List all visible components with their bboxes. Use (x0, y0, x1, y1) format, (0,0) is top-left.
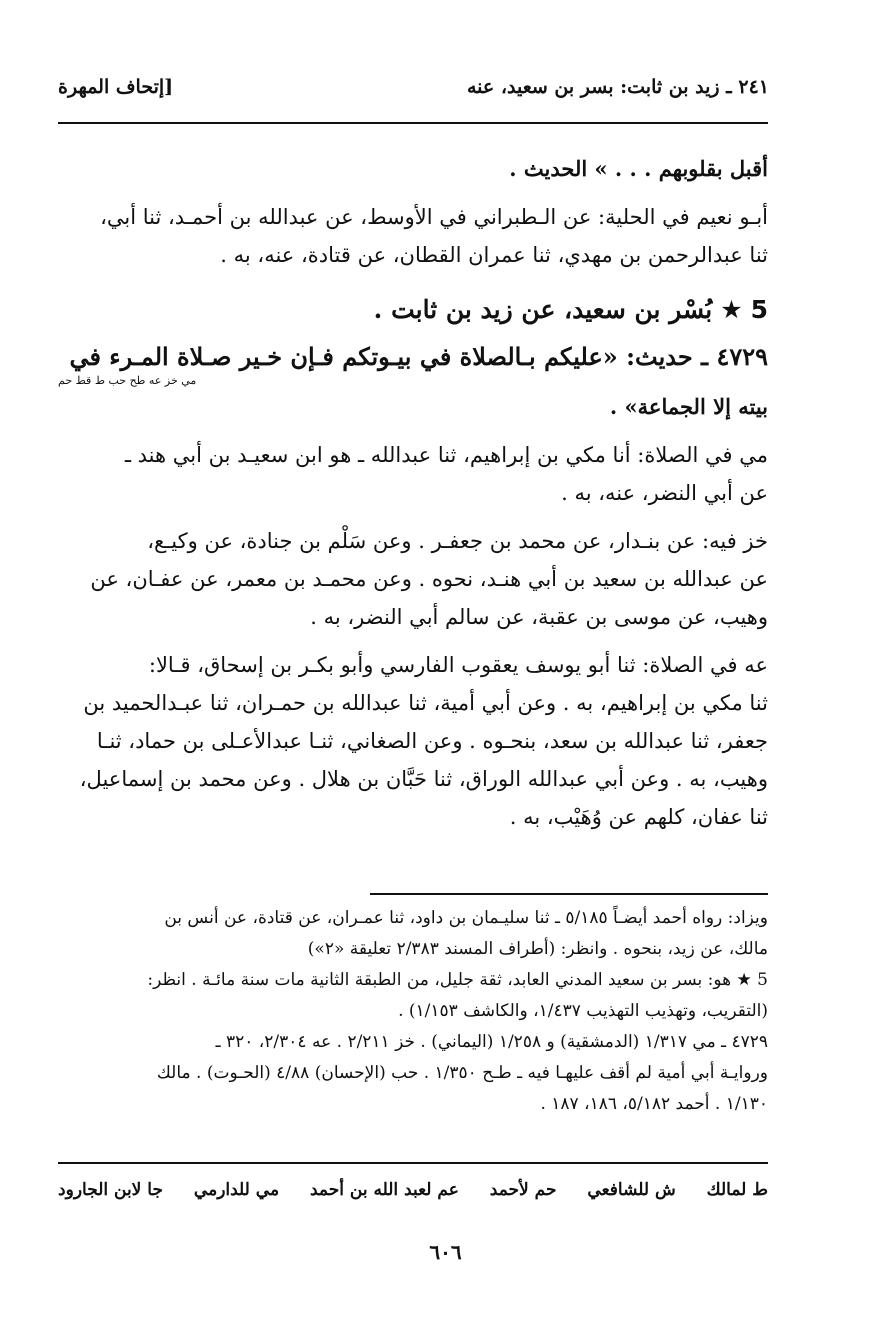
abbreviation-item: ط لمالك (706, 1180, 768, 1200)
footnote-line: (التقريب، وتهذيب التهذيب ١/٤٣٧، والكاشف ١/١٥٣) . (398, 1001, 768, 1021)
hadith-sigla: مي خز عه طح حب ط قط حم (58, 374, 197, 387)
text-line: ثنا عبدالرحمن بن مهدي، ثنا عمران القطان، عن قتادة، عنه، به . (220, 243, 768, 267)
section-number: 5 (750, 295, 768, 324)
text-line: عه في الصلاة: ثنا أبو يوسف يعقوب الفارسي وأبو بكـر بن إسحاق، قـالا: (148, 653, 768, 677)
abbreviations-rule (58, 1162, 768, 1164)
text-line: عن عبدالله بن سعيد بن أبي هنـد، نحوه . وعن محمـد بن معمر، عن عفـان، عن (90, 567, 768, 591)
text-line: مي في الصلاة: أنا مكي بن إبراهيم، ثنا عبدالله ـ هو ابن سعيـد بن أبي هند ـ (124, 443, 768, 467)
header-rule (58, 122, 768, 124)
footnote-line: ويزاد: رواه أحمد أيضـاً ٥/١٨٥ ـ ثنا سليـمان بن داود، ثنا عمـران، عن قتادة، عن أنس بن (164, 908, 768, 928)
main-text (58, 150, 768, 836)
footnote-rule (370, 893, 768, 895)
hadith-text: بيته إلا الجماعة» . (609, 394, 768, 419)
footnotes (58, 903, 768, 1120)
abbreviations-key (58, 1180, 768, 1200)
footnote-line: وروايـة أبي أمية لم أقف عليهـا فيه ـ طـح ١/٣٥٠ . حب (الإحسان) ٤/٨٨ (الحـوت) . مالك (156, 1063, 768, 1083)
footnote-line: مالك، عن زيد، بنحوه . وانظر: (أطراف المسند ٢/٣٨٣ تعليقة «٢») (307, 939, 768, 959)
section-title: بُسْر بن سعيد، عن زيد بن ثابت . (373, 295, 713, 324)
running-header-book: [إتحاف المهرة (58, 76, 174, 98)
footnote-line: 5 ★ هو: بسر بن سعيد المدني العابد، ثقة جليل، من الطبقة الثانية مات سنة مائـة . انظر: (147, 970, 768, 990)
footnote-line: ١/١٣٠ . أحمد ٥/١٨٢، ١٨٦، ١٨٧ . (540, 1094, 768, 1114)
text-line: خز فيه: عن بنـدار، عن محمد بن جعفـر . وعن سَلْم بن جنادة، عن وكيـع، (147, 529, 768, 553)
abbreviation-item: حم لأحمد (489, 1180, 557, 1200)
abbreviation-item: عم لعبد الله بن أحمد (309, 1180, 459, 1200)
abbreviation-item: ش للشافعي (587, 1180, 676, 1200)
text-line: جعفر، ثنا عبدالله بن سعد، بنحـوه . وعن الصغاني، ثنـا عبدالأعـلى بن حماد، ثنـا (96, 729, 768, 753)
text-line: أبـو نعيم في الحلية: عن الـطبراني في الأوسط، عن عبدالله بن أحمـد، ثنا أبي، (100, 205, 768, 229)
abbreviation-item: مي للدارمي (193, 1180, 280, 1200)
footnote-line: ٤٧٢٩ ـ مي ١/٣١٧ (الدمشقية) و ١/٢٥٨ (اليماني) . خز ٢/٢١١ . عه ٢/٣٠٤، ٣٢٠ ـ (215, 1032, 768, 1052)
text-line: عن أبي النضر، عنه، به . (561, 481, 768, 505)
text-line: وهيب، به . وعن أبي عبدالله الوراق، ثنا حَبَّان بن هلال . وعن محمد بن إسماعيل، (79, 767, 768, 791)
text-line: وهيب، عن موسى بن عقبة، عن سالم أبي النضر، به . (310, 605, 768, 629)
narrator-section-heading (58, 288, 768, 332)
running-header-title: ٢٤١ ـ زيد بن ثابت: بسر بن سعيد، عنه (467, 76, 769, 98)
abbreviation-item: جا لابن الجارود (58, 1180, 163, 1200)
text-line: ثنا عفان، كلهم عن وُهَيْب، به . (509, 805, 768, 829)
hadith-text: ٤٧٢٩ ـ حديث: «عليكم بـالصلاة في بيـوتكم فـإن خـير صـلاة المـرء في (69, 342, 768, 371)
text-line: ثنا مكي بن إبراهيم، به . وعن أبي أمية، ثنا عبدالله بن حمـران، ثنا عبـدالحميد بن (83, 691, 768, 715)
page-number: ٦٠٦ (429, 1240, 462, 1264)
star-icon: ★ (720, 295, 743, 324)
text-line: أقبل بقلوبهم . . . » الحديث . (509, 156, 768, 181)
